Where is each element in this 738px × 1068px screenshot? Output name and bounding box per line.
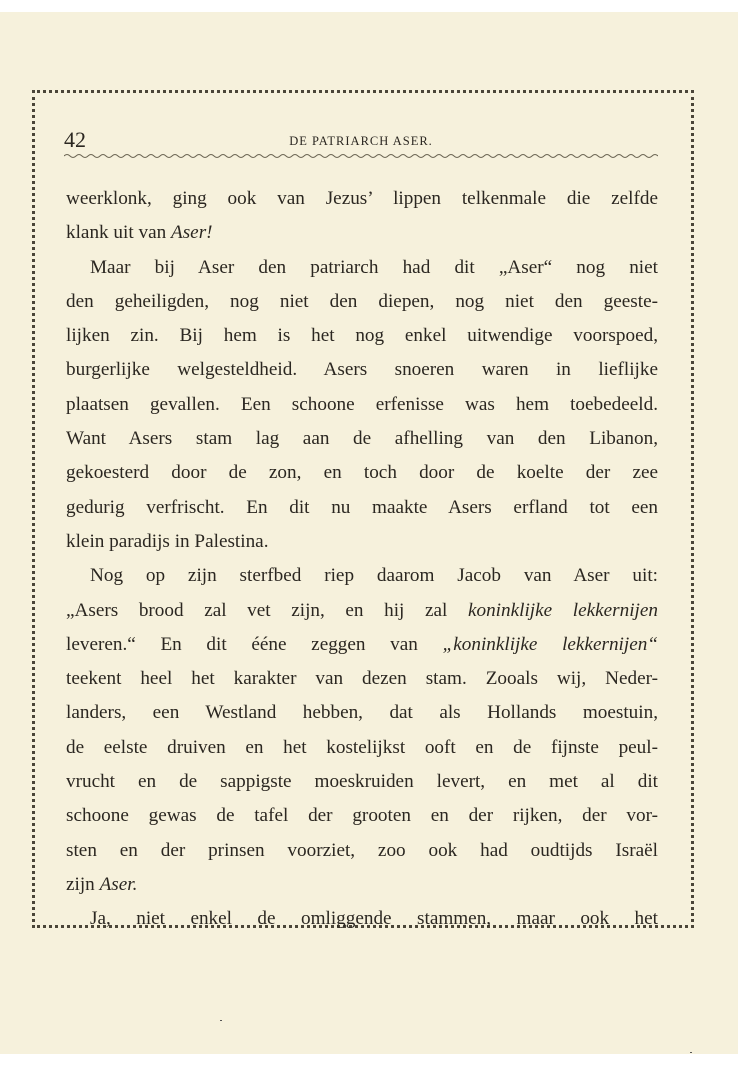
text-line: Want Asers stam lag aan de afhelling van den Libanon, — [66, 428, 658, 450]
body-text — [66, 182, 658, 937]
text-line: schoone gewas de tafel der grooten en der rijken, der vor- — [66, 805, 658, 827]
page-number: 42 — [64, 127, 86, 152]
text-line: burgerlijke welgesteldheid. Asers snoeren waren in lieflijke — [66, 359, 658, 381]
book-page — [0, 12, 738, 1054]
text-line: landers, een Westland hebben, dat als Hollands moestuin, — [66, 702, 658, 724]
wavy-header-rule — [64, 152, 658, 160]
text-line — [66, 594, 658, 628]
text-line — [66, 868, 658, 902]
text-line: gekoesterd door de zon, en toch door de koelte der zee — [66, 462, 658, 484]
paragraph — [66, 559, 658, 902]
paper-speck — [690, 1052, 692, 1053]
text-line: sten en der prinsen voorziet, zoo ook had oudtijds Israël — [66, 839, 658, 861]
italic-text: Aser! — [170, 222, 213, 244]
text-line: teekent heel het karakter van dezen stam. Zooals wij, Neder- — [66, 668, 658, 690]
text-span: klank uit van — [66, 222, 171, 244]
text-line: vrucht en de sappigste moeskruiden levert, en met al dit — [66, 771, 658, 793]
text-line: klein paradijs in Palestina. — [66, 530, 269, 552]
text-line: Maar bij Aser den patriarch had dit „Aser“ nog niet — [90, 256, 658, 278]
text-line: de eelste druiven en het kostelijkst ooft en de fijnste peul- — [66, 736, 658, 758]
italic-text: „koninklijke lekkernijen“ — [442, 633, 658, 655]
text-span: „Asers brood zal vet zijn, en hij zal — [66, 599, 468, 621]
text-line — [66, 628, 658, 662]
text-span: zijn — [66, 873, 100, 895]
paragraph — [66, 251, 658, 560]
paragraph — [66, 182, 658, 251]
text-line: den geheiligden, nog niet den diepen, nog niet den geeste- — [66, 290, 658, 312]
italic-text: koninklijke lekkernijen — [467, 599, 658, 621]
text-line: gedurig verfrischt. En dit nu maakte Asers erfland tot een — [66, 496, 658, 518]
running-head: DE PATRIARCH ASER. — [289, 134, 433, 148]
paragraph — [66, 902, 658, 936]
italic-text: Aser. — [99, 873, 138, 895]
text-line: weerklonk, ging ook van Jezus’ lippen telkenmale die zelfde — [66, 188, 658, 209]
text-line: plaatsen gevallen. Een schoone erfenisse was hem toebedeeld. — [66, 393, 658, 415]
text-span: leveren.“ En dit ééne zeggen van — [66, 633, 443, 655]
text-line — [66, 216, 658, 250]
text-line: Ja, niet enkel de omliggende stammen, maar ook het — [90, 908, 658, 930]
text-line: lijken zin. Bij hem is het nog enkel uitwendige voorspoed, — [66, 325, 658, 347]
paper-speck — [220, 1020, 222, 1021]
text-line: Nog op zijn sterfbed riep daarom Jacob van Aser uit: — [90, 565, 658, 587]
